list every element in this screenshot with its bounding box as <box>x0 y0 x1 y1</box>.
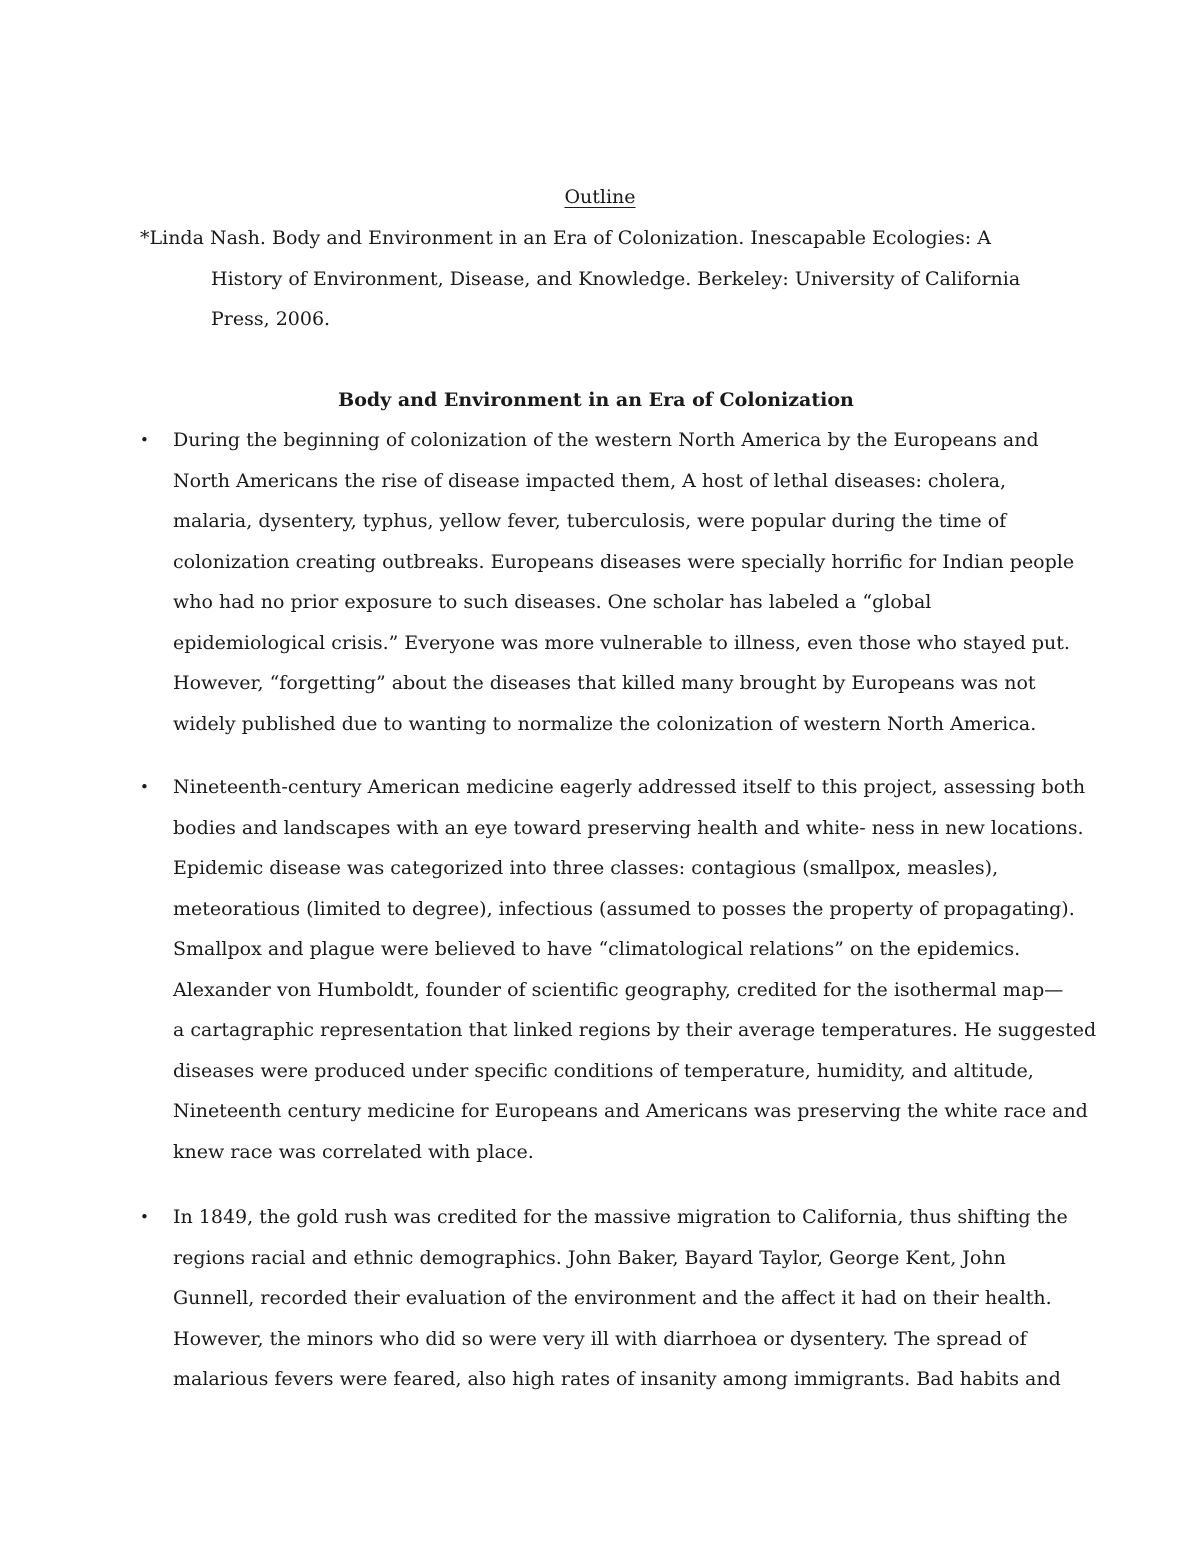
text-line: who had no prior exposure to such diseases. One scholar has labeled a “global <box>173 591 932 613</box>
bullet-icon: • <box>140 778 149 796</box>
text-line: regions racial and ethnic demographics. John Baker, Bayard Taylor, George Kent, John <box>173 1246 1006 1269</box>
text-line: bodies and landscapes with an eye toward preserving health and white- ness in new locations. <box>173 816 1084 839</box>
text-line: During the beginning of colonization of the western North America by the Europeans and <box>173 429 1039 451</box>
text-line: Alexander von Humboldt, founder of scientific geography, credited for the isothermal map— <box>173 978 1064 1001</box>
text-line: In 1849, the gold rush was credited for the massive migration to California, thus shifting the <box>173 1206 1068 1228</box>
citation-line: Press, 2006. <box>211 308 331 330</box>
citation-line: History of Environment, Disease, and Knowledge. Berkeley: University of California <box>211 267 1021 290</box>
text-line: knew race was correlated with place. <box>173 1140 534 1163</box>
text-line: Nineteenth-century American medicine eagerly addressed itself to this project, assessing both <box>173 776 1086 798</box>
text-line: meteoratious (limited to degree), infectious (assumed to posses the property of propagating). <box>173 897 1075 920</box>
bullet-icon: • <box>140 1208 149 1226</box>
text-line: widely published due to wanting to normalize the colonization of western North America. <box>173 712 1037 735</box>
text-line: Gunnell, recorded their evaluation of the environment and the affect it had on their health. <box>173 1287 1052 1309</box>
text-line: However, “forgetting” about the diseases that killed many brought by Europeans was not <box>173 672 1036 694</box>
text-line: malaria, dysentery, typhus, yellow fever, tuberculosis, were popular during the time of <box>173 510 1007 532</box>
text-line: epidemiological crisis.” Everyone was more vulnerable to illness, even those who stayed put. <box>173 631 1070 654</box>
document-title: Outline <box>564 186 636 208</box>
section-heading: Body and Environment in an Era of Colonization <box>338 389 854 411</box>
text-line: Nineteenth century medicine for Europeans and Americans was preserving the white race and <box>173 1100 1088 1122</box>
text-line: Smallpox and plague were believed to have “climatological relations” on the epidemics. <box>173 938 1021 960</box>
bullet-icon: • <box>140 431 149 449</box>
text-line: malarious fevers were feared, also high rates of insanity among immigrants. Bad habits and <box>173 1368 1061 1390</box>
text-line: colonization creating outbreaks. Europeans diseases were specially horrific for Indian people <box>173 550 1075 573</box>
citation-line: *Linda Nash. Body and Environment in an Era of Colonization. Inescapable Ecologies: A <box>140 227 991 249</box>
text-line: diseases were produced under specific conditions of temperature, humidity, and altitude, <box>173 1059 1034 1082</box>
text-line: However, the minors who did so were very ill with diarrhoea or dysentery. The spread of <box>173 1327 1027 1350</box>
bullet-text <box>173 420 1074 744</box>
bullet-text <box>173 1197 1068 1400</box>
text-line: Epidemic disease was categorized into three classes: contagious (smallpox, measles), <box>173 857 999 879</box>
bullet-text <box>173 767 1096 1172</box>
text-line: a cartagraphic representation that linked regions by their average temperatures. He suggested <box>173 1019 1097 1041</box>
text-line: North Americans the rise of disease impacted them, A host of lethal diseases: cholera, <box>173 469 1007 492</box>
citation <box>140 218 1080 340</box>
